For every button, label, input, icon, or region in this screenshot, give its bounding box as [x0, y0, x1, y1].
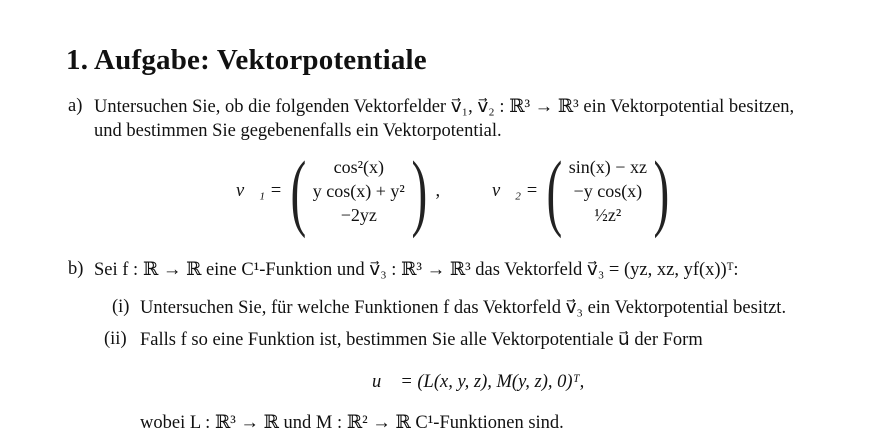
- right-paren-icon: ): [653, 143, 670, 239]
- vector-v2: [492, 143, 676, 239]
- part-a-text-line2: und bestimmen Sie gegebenenfalls ein Vektorpotential.: [94, 121, 502, 141]
- item-ii-text: Falls f so eine Funktion ist, bestimmen Sie alle Vektorpotentiale u⃗ der Form: [140, 330, 703, 350]
- v1-row-2: y cos(x) + y²: [312, 181, 405, 201]
- item-i-text: Untersuchen Sie, für welche Funktionen f das Vektorfeld v⃗₃ ein Vektorpotential besitzt.: [140, 298, 787, 318]
- v2-row-1: sin(x) − xz: [568, 157, 647, 177]
- vector-v1: [236, 143, 441, 239]
- v1-components: [313, 155, 405, 227]
- v1-row-3: −2yz: [340, 205, 377, 225]
- right-paren-icon: ): [411, 143, 428, 239]
- part-a-text-line1: Untersuchen Sie, ob die folgenden Vektorfelder v⃗₁, v⃗₂ : ℝ³ → ℝ³ ein Vektorpotential besitzen,: [94, 97, 795, 117]
- part-b-text: Sei f : ℝ → ℝ eine C¹-Funktion und v⃗₃ : ℝ³ → ℝ³ das Vektorfeld v⃗₃ = (yz, xz, yf(x))ᵀ:: [94, 260, 739, 280]
- v1-lhs: v⃗₁ =: [236, 180, 283, 201]
- formula-u: u⃗ = (L(x, y, z), M(y, z), 0)ᵀ,: [372, 372, 585, 392]
- v2-row-3: ½z²: [594, 205, 622, 225]
- v2-row-2: −y cos(x): [573, 181, 643, 201]
- part-a-label: a): [68, 96, 83, 116]
- exercise-title: 1. Aufgabe: Vektorpotentiale: [66, 44, 427, 76]
- closing-text: wobei L : ℝ³ → ℝ und M : ℝ² → ℝ C¹-Funktionen sind.: [140, 413, 564, 433]
- v1-separator: ,: [435, 180, 441, 201]
- left-paren-icon: (: [290, 143, 307, 239]
- item-i-label: (i): [112, 297, 130, 317]
- v2-components: [569, 155, 647, 227]
- item-ii-label: (ii): [104, 329, 127, 349]
- part-b-label: b): [68, 259, 84, 279]
- v2-lhs: v⃗₂ =: [492, 180, 539, 201]
- v1-row-1: cos²(x): [333, 157, 384, 177]
- left-paren-icon: (: [546, 143, 563, 239]
